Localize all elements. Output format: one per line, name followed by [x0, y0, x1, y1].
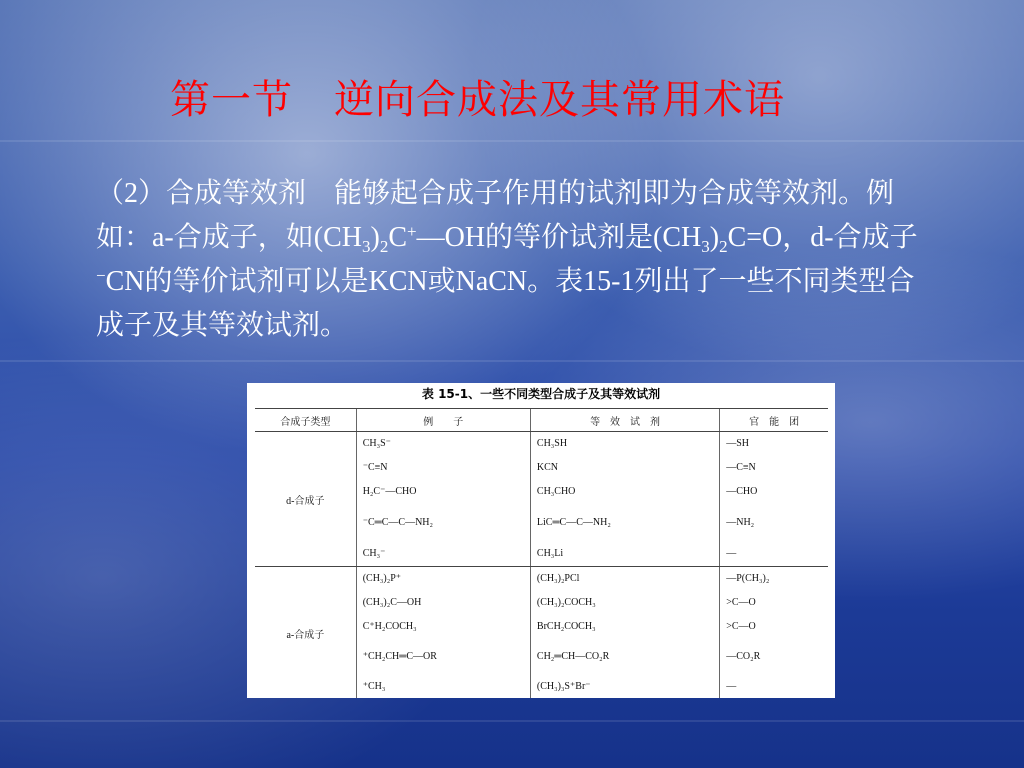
- example-item: CH₃S⁻: [362, 438, 391, 449]
- functional-group-item: —SH: [726, 438, 750, 449]
- functional-group-item: —P(CH₃)₂: [726, 573, 770, 584]
- synthon-table: [255, 408, 828, 698]
- body-paragraph: （2）合成等效剂 能够起合成子作用的试剂即为合成等效剂。例如：a-合成子，如$(CH_3)_2C^+—OH$的等价试剂是$(CH_3)_2C=O$，d-合成子−CN的等价试剂可以是KCN或NaCN。表15-1列出了一些不同类型合成子及其等效试剂。: [96, 178, 918, 341]
- functional-group-item: —: [726, 681, 737, 692]
- reagent-item: CH₃Li: [536, 548, 564, 559]
- example-item: (CH₃)₂P⁺: [362, 573, 402, 584]
- reagents-cell: [530, 432, 719, 567]
- functional-groups-cell: [720, 432, 828, 567]
- example-item: CH₃⁻: [362, 548, 386, 559]
- examples-cell: [356, 432, 530, 567]
- reagent-item: (CH₃)₂COCH₃: [536, 597, 596, 608]
- reagent-item: KCN: [536, 462, 559, 473]
- example-item: ⁺CH₂CH═C—OR: [362, 651, 437, 662]
- table-caption: 表 15-1、一些不同类型合成子及其等效试剂: [421, 387, 661, 401]
- examples-cell: [356, 567, 530, 699]
- background-streak: [0, 140, 1024, 142]
- example-item: ⁻C═C—C—NH₂: [362, 517, 434, 528]
- table-header-row: [255, 409, 828, 432]
- header-example: 例 子: [356, 409, 530, 432]
- table-row: [255, 432, 828, 567]
- header-reagent: 等 效 试 剂: [530, 409, 719, 432]
- functional-group-item: —CHO: [726, 486, 758, 497]
- functional-group-item: >C—O: [726, 597, 756, 608]
- reagent-item: BrCH₂COCH₃: [536, 621, 596, 632]
- synthon-type-cell: d-合成子: [255, 432, 356, 567]
- functional-group-item: >C—O: [726, 621, 756, 632]
- example-item: C⁺H₂COCH₃: [362, 621, 417, 632]
- example-item: H₂C⁻—CHO: [362, 486, 417, 497]
- reagent-item: (CH₃)₃S⁺Br⁻: [536, 681, 591, 692]
- reagent-item: CH₃CHO: [536, 486, 576, 497]
- functional-group-item: —CO₂R: [726, 651, 761, 662]
- reagent-item: CH₃SH: [536, 438, 568, 449]
- reagent-item: CH₂═CH—CO₂R: [536, 651, 610, 662]
- header-functional-group: 官 能 团: [720, 409, 828, 432]
- functional-group-item: —C≡N: [726, 462, 756, 473]
- header-synthon-type: 合成子类型: [255, 409, 356, 432]
- reagent-item: LiC═C—C—NH₂: [536, 517, 611, 528]
- example-item: ⁻C≡N: [362, 462, 388, 473]
- background-streak: [0, 720, 1024, 722]
- functional-groups-cell: [720, 567, 828, 699]
- reagent-item: (CH₃)₂PCl: [536, 573, 580, 584]
- synthon-table-image: [247, 383, 835, 698]
- reagents-cell: [530, 567, 719, 699]
- background-streak: [0, 360, 1024, 362]
- functional-group-item: —: [726, 548, 737, 559]
- slide-title: 第一节 逆向合成法及其常用术语: [170, 77, 785, 123]
- example-item: ⁺CH₃: [362, 681, 386, 692]
- table-row: [255, 567, 828, 699]
- synthon-type-cell: a-合成子: [255, 567, 356, 699]
- example-item: (CH₃)₂C—OH: [362, 597, 422, 608]
- functional-group-item: —NH₂: [726, 517, 755, 528]
